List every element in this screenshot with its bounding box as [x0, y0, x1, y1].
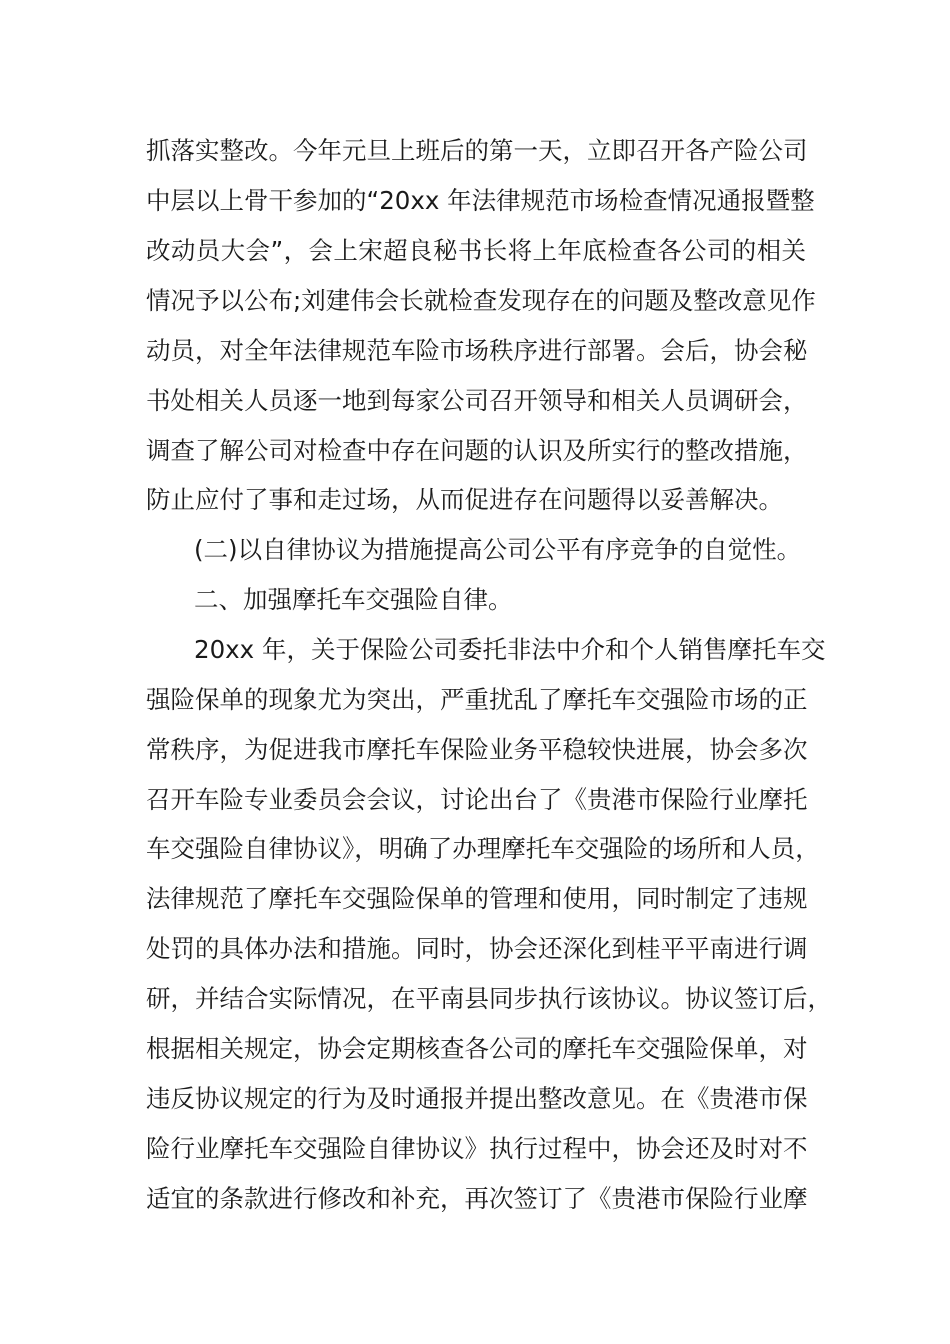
- subheading: (二)以自律协议为措施提高公司公平有序竞争的自觉性。: [194, 535, 802, 564]
- text-line: 根据相关规定，协会定期核查各公司的摩托车交强险保单，对: [146, 1034, 808, 1063]
- text-line: 适宜的条款进行修改和补充，再次签订了《贵港市保险行业摩: [146, 1184, 808, 1213]
- text-line: 法律规范了摩托车交强险保单的管理和使用，同时制定了违规: [146, 884, 808, 913]
- text-line: 处罚的具体办法和措施。同时，协会还深化到桂平平南进行调: [146, 934, 808, 963]
- text-line: 险行业摩托车交强险自律协议》执行过程中，协会还及时对不: [146, 1134, 808, 1163]
- text-line: 情况予以公布;刘建伟会长就检查发现存在的问题及整改意见作: [146, 286, 816, 315]
- text-line: 常秩序，为促进我市摩托车保险业务平稳较快进展，协会多次: [146, 735, 808, 764]
- text-line: 改动员大会”，会上宋超良秘书长将上年底检查各公司的相关: [146, 236, 806, 265]
- text-line: 强险保单的现象尤为突出，严重扰乱了摩托车交强险市场的正: [146, 685, 808, 714]
- text-line: 调查了解公司对检查中存在问题的认识及所实行的整改措施，: [146, 436, 808, 465]
- text-line: 召开车险专业委员会会议，讨论出台了《贵港市保险行业摩托: [146, 785, 808, 814]
- text-line: 动员，对全年法律规范车险市场秩序进行部署。会后，协会秘: [146, 336, 808, 365]
- text-line: 中层以上骨干参加的“20xx 年法律规范市场检查情况通报暨整: [146, 186, 815, 215]
- text-line: 防止应付了事和走过场，从而促进存在问题得以妥善解决。: [146, 485, 783, 514]
- text-line: 违反协议规定的行为及时通报并提出整改意见。在《贵港市保: [146, 1084, 808, 1113]
- text-line: 书处相关人员逐一地到每家公司召开领导和相关人员调研会，: [146, 386, 808, 415]
- text-line: 20xx 年，关于保险公司委托非法中介和个人销售摩托车交: [194, 635, 826, 664]
- text-line: 车交强险自律协议》，明确了办理摩托车交强险的场所和人员，: [146, 834, 820, 863]
- section-heading: 二、加强摩托车交强险自律。: [194, 585, 513, 614]
- text-line: 抓落实整改。今年元旦上班后的第一天，立即召开各产险公司: [146, 136, 808, 165]
- text-line: 研，并结合实际情况，在平南县同步执行该协议。协议签订后，: [146, 984, 832, 1013]
